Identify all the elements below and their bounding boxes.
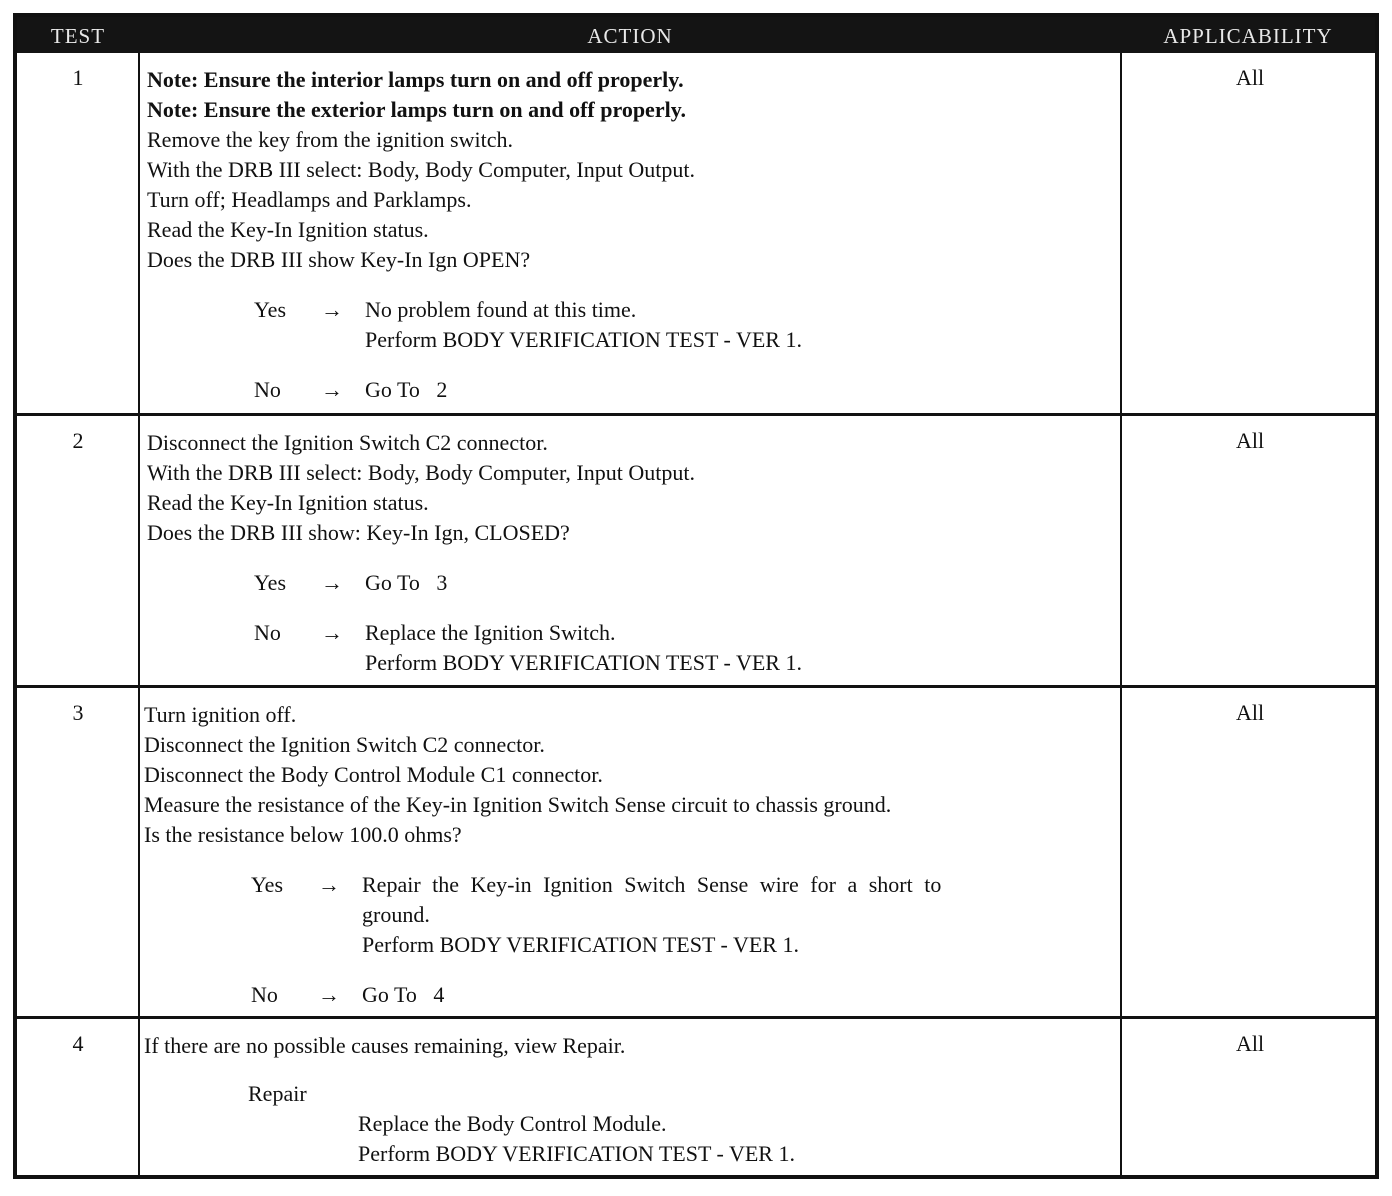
action-cell	[144, 1031, 1116, 1169]
response-text: Go To 2	[365, 377, 448, 402]
test-number: 1	[72, 65, 84, 90]
test-number: 4	[72, 1031, 84, 1056]
response-no	[147, 618, 1119, 678]
arrow-icon: →	[318, 872, 340, 897]
table-row	[17, 416, 1375, 685]
arrow-icon: →	[321, 377, 343, 402]
diagnostic-test-table	[13, 13, 1379, 1179]
action-cell	[144, 700, 1116, 1010]
action-note: Note: Ensure the exterior lamps turn on and off properly.	[147, 97, 686, 122]
applicability-value: All	[1235, 700, 1265, 725]
action-question: Does the DRB III show Key-In Ign OPEN?	[147, 247, 531, 272]
action-step: With the DRB III select: Body, Body Computer, Input Output.	[147, 460, 695, 485]
action-step: With the DRB III select: Body, Body Computer, Input Output.	[147, 157, 695, 182]
response-label: No	[251, 982, 278, 1007]
repair-label: Repair	[248, 1081, 307, 1106]
response-text: ground.	[362, 902, 430, 927]
action-step: Turn ignition off.	[144, 702, 297, 727]
table-row	[17, 53, 1375, 413]
response-label: No	[254, 620, 281, 645]
response-text: Perform BODY VERIFICATION TEST - VER 1.	[365, 327, 802, 352]
response-yes	[147, 295, 1119, 355]
response-label: Yes	[254, 297, 287, 322]
action-question: Does the DRB III show: Key-In Ign, CLOSED?	[147, 520, 570, 545]
header-test: TEST	[50, 24, 106, 48]
action-step: Disconnect the Ignition Switch C2 connector.	[147, 430, 548, 455]
action-step: If there are no possible causes remaining, view Repair.	[144, 1033, 626, 1058]
action-cell	[147, 65, 1119, 405]
action-step: Remove the key from the ignition switch.	[147, 127, 513, 152]
response-yes	[147, 568, 1119, 598]
response-label: Yes	[254, 570, 287, 595]
response-yes	[144, 870, 1116, 960]
action-step: Disconnect the Body Control Module C1 connector.	[144, 762, 603, 787]
repair-text: Perform BODY VERIFICATION TEST - VER 1.	[358, 1141, 795, 1166]
action-step: Read the Key-In Ignition status.	[147, 490, 429, 515]
response-label: Yes	[251, 872, 284, 897]
response-text: Replace the Ignition Switch.	[365, 620, 616, 645]
action-step: Read the Key-In Ignition status.	[147, 217, 429, 242]
action-step: Measure the resistance of the Key-in Ignition Switch Sense circuit to chassis ground.	[144, 792, 892, 817]
action-step: Disconnect the Ignition Switch C2 connector.	[144, 732, 545, 757]
response-text: Go To 4	[362, 982, 445, 1007]
applicability-value: All	[1235, 65, 1265, 90]
applicability-value: All	[1235, 428, 1265, 453]
response-text: Perform BODY VERIFICATION TEST - VER 1.	[362, 932, 799, 957]
arrow-icon: →	[321, 570, 343, 595]
response-text: No problem found at this time.	[365, 297, 637, 322]
test-number: 3	[72, 700, 84, 725]
action-note: Note: Ensure the interior lamps turn on and off properly.	[147, 67, 684, 92]
action-cell	[147, 428, 1119, 678]
table-row	[17, 1019, 1375, 1175]
repair-text: Replace the Body Control Module.	[358, 1111, 667, 1136]
table-header	[17, 17, 1375, 53]
arrow-icon: →	[321, 297, 343, 322]
response-text: Repair the Key-in Ignition Switch Sense wire for a short to	[362, 872, 942, 897]
response-no	[147, 375, 1119, 405]
arrow-icon: →	[321, 620, 343, 645]
header-action: ACTION	[587, 24, 673, 48]
response-label: No	[254, 377, 281, 402]
action-step: Turn off; Headlamps and Parklamps.	[147, 187, 472, 212]
response-text: Go To 3	[365, 570, 448, 595]
header-applicability: APPLICABILITY	[1163, 24, 1333, 48]
applicability-value: All	[1235, 1031, 1265, 1056]
arrow-icon: →	[318, 982, 340, 1007]
table-row	[17, 688, 1375, 1016]
action-question: Is the resistance below 100.0 ohms?	[144, 822, 462, 847]
response-text: Perform BODY VERIFICATION TEST - VER 1.	[365, 650, 802, 675]
test-number: 2	[72, 428, 84, 453]
response-no	[144, 980, 1116, 1010]
